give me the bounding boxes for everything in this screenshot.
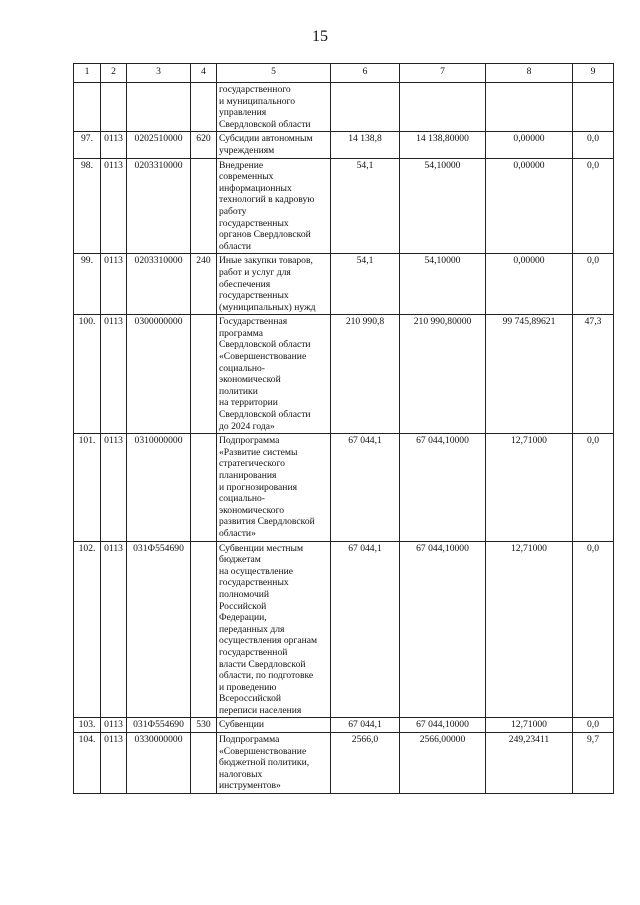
execution-percent-cell: 0,0	[573, 132, 614, 158]
description-line: переданных для	[219, 623, 285, 635]
description-line: программа	[219, 327, 264, 339]
description-line: планирования	[219, 470, 277, 481]
executed-amount-cell: 12,71000	[486, 718, 573, 733]
description-line: обеспечения	[219, 278, 271, 290]
target-article-cell: 0330000000	[127, 733, 191, 794]
budget-amount-cell: 67 044,10000	[400, 541, 486, 718]
table-row	[74, 733, 614, 794]
description-cell	[217, 541, 331, 718]
description-line: развития Свердловской	[219, 516, 315, 528]
budget-amount-cell: 67 044,10000	[400, 434, 486, 541]
target-article-cell: 031Ф554690	[127, 541, 191, 718]
description-line: Федерации,	[219, 612, 267, 624]
description-line: на территории	[219, 397, 278, 409]
column-header: 2	[101, 64, 127, 83]
target-article-cell: 031Ф554690	[127, 718, 191, 733]
row-number-cell: 102.	[74, 541, 101, 718]
description-line: бюджетной политики,	[219, 757, 310, 769]
row-number-cell: 103.	[74, 718, 101, 733]
description-line: на осуществление	[219, 565, 294, 577]
description-line: Российской	[219, 600, 267, 612]
description-line: Свердловской области	[219, 409, 311, 421]
execution-percent-cell	[573, 83, 614, 132]
description-line: «Совершенствование	[219, 351, 307, 363]
target-article-cell	[127, 83, 191, 132]
row-number-cell: 104.	[74, 733, 101, 794]
section-code-cell: 0113	[101, 132, 127, 158]
description-line: Подпрограмма	[219, 435, 280, 447]
approved-amount-cell: 67 044,1	[331, 434, 400, 541]
row-number-cell: 97.	[74, 132, 101, 158]
approved-amount-cell: 54,1	[331, 254, 400, 315]
description-line: стратегического	[219, 458, 285, 470]
budget-amount-cell: 54,10000	[400, 158, 486, 254]
section-code-cell: 0113	[101, 541, 127, 718]
description-cell	[217, 132, 331, 158]
description-line: социально-	[219, 493, 265, 505]
description-line: области»	[219, 527, 256, 539]
description-line: органов Свердловской	[219, 229, 311, 241]
executed-amount-cell	[486, 83, 573, 132]
row-number-cell: 100.	[74, 315, 101, 434]
description-line: власти Свердловской	[219, 658, 306, 670]
description-line: современных	[219, 171, 274, 183]
description-line: экономической	[219, 374, 281, 386]
table-row	[74, 254, 614, 315]
description-line: государственного	[219, 84, 291, 95]
approved-amount-cell: 2566,0	[331, 733, 400, 794]
row-number-cell: 99.	[74, 254, 101, 315]
target-article-cell: 0203310000	[127, 254, 191, 315]
description-line: бюджетам	[219, 554, 261, 566]
target-article-cell: 0300000000	[127, 315, 191, 434]
description-line: государственной	[219, 646, 288, 658]
section-code-cell: 0113	[101, 434, 127, 541]
execution-percent-cell: 0,0	[573, 158, 614, 254]
executed-amount-cell: 249,23411	[486, 733, 573, 794]
description-cell	[217, 718, 331, 733]
expense-type-cell	[191, 158, 217, 254]
description-cell	[217, 434, 331, 541]
target-article-cell: 0203310000	[127, 158, 191, 254]
description-line: и прогнозирования	[219, 481, 297, 493]
description-line: полномочий	[219, 588, 270, 600]
section-code-cell: 0113	[101, 315, 127, 434]
approved-amount-cell: 67 044,1	[331, 541, 400, 718]
description-cell	[217, 158, 331, 254]
description-line: работу	[219, 205, 247, 217]
description-line: управления	[219, 107, 267, 119]
expense-type-cell: 240	[191, 254, 217, 315]
table-row	[74, 315, 614, 434]
column-header: 3	[127, 64, 191, 83]
description-line: экономического	[219, 504, 285, 516]
description-cell	[217, 733, 331, 794]
execution-percent-cell: 9,7	[573, 733, 614, 794]
table-body	[74, 83, 614, 794]
section-code-cell: 0113	[101, 158, 127, 254]
budget-amount-cell: 210 990,80000	[400, 315, 486, 434]
description-cell	[217, 83, 331, 132]
description-line: Иные закупки товаров,	[219, 255, 313, 267]
table-row	[74, 158, 614, 254]
description-line: государственных	[219, 290, 289, 302]
description-cell	[217, 315, 331, 434]
section-code-cell: 0113	[101, 733, 127, 794]
description-line: Свердловской области	[219, 118, 311, 130]
budget-amount-cell: 14 138,80000	[400, 132, 486, 158]
execution-percent-cell: 0,0	[573, 718, 614, 733]
executed-amount-cell: 12,71000	[486, 541, 573, 718]
description-line: области, по подготовке	[219, 670, 314, 682]
expense-type-cell	[191, 733, 217, 794]
expense-type-cell	[191, 83, 217, 132]
description-line: технологий в кадровую	[219, 194, 315, 206]
description-line: Внедрение	[219, 159, 264, 171]
description-line: осуществления органам	[219, 635, 318, 647]
row-number-cell: 101.	[74, 434, 101, 541]
table-row	[74, 718, 614, 733]
row-number-cell: 98.	[74, 158, 101, 254]
description-line: работ и услуг для	[219, 266, 291, 278]
description-line: Субвенции	[219, 719, 264, 731]
description-line: инструментов»	[219, 780, 281, 792]
description-line: и проведению	[219, 681, 277, 693]
column-header: 8	[486, 64, 573, 83]
description-line: «Совершенствование	[219, 745, 307, 757]
description-line: политики	[219, 385, 258, 397]
expense-type-cell: 530	[191, 718, 217, 733]
expense-type-cell	[191, 434, 217, 541]
approved-amount-cell: 210 990,8	[331, 315, 400, 434]
table-row	[74, 83, 614, 132]
description-line: информационных	[219, 182, 292, 194]
budget-amount-cell	[400, 83, 486, 132]
description-line: Всероссийской	[219, 693, 282, 705]
executed-amount-cell: 0,00000	[486, 132, 573, 158]
description-line: социально-	[219, 362, 265, 374]
approved-amount-cell: 54,1	[331, 158, 400, 254]
column-header: 9	[573, 64, 614, 83]
description-line: Подпрограмма	[219, 734, 280, 746]
table-row	[74, 434, 614, 541]
approved-amount-cell	[331, 83, 400, 132]
execution-percent-cell: 0,0	[573, 254, 614, 315]
header-row	[74, 64, 614, 83]
column-header: 4	[191, 64, 217, 83]
description-line: до 2024 года»	[219, 420, 275, 432]
description-line: «Развитие системы	[219, 446, 298, 458]
description-line: Свердловской области	[219, 339, 311, 351]
description-line: Субвенции местным	[219, 542, 304, 554]
page-number: 15	[312, 28, 328, 45]
section-code-cell	[101, 83, 127, 132]
budget-amount-cell: 54,10000	[400, 254, 486, 315]
description-line: учреждениям	[219, 144, 275, 156]
approved-amount-cell: 67 044,1	[331, 718, 400, 733]
description-line: государственных	[219, 217, 289, 229]
description-line: области	[219, 240, 252, 252]
column-header: 1	[74, 64, 101, 83]
budget-table	[73, 63, 614, 794]
execution-percent-cell: 0,0	[573, 541, 614, 718]
description-line: (муниципальных) нужд	[219, 301, 316, 313]
budget-amount-cell: 67 044,10000	[400, 718, 486, 733]
execution-percent-cell: 47,3	[573, 315, 614, 434]
description-line: и муниципального	[219, 95, 296, 107]
target-article-cell: 0202510000	[127, 132, 191, 158]
executed-amount-cell: 99 745,89621	[486, 315, 573, 434]
execution-percent-cell: 0,0	[573, 434, 614, 541]
table-row	[74, 541, 614, 718]
description-line: Государственная	[219, 316, 288, 328]
approved-amount-cell: 14 138,8	[331, 132, 400, 158]
section-code-cell: 0113	[101, 254, 127, 315]
executed-amount-cell: 0,00000	[486, 158, 573, 254]
section-code-cell: 0113	[101, 718, 127, 733]
description-line: переписи населения	[219, 704, 302, 716]
description-line: налоговых	[219, 768, 263, 780]
column-header: 6	[331, 64, 400, 83]
executed-amount-cell: 12,71000	[486, 434, 573, 541]
description-line: Субсидии автономным	[219, 133, 313, 145]
column-header: 7	[400, 64, 486, 83]
column-header: 5	[217, 64, 331, 83]
description-cell	[217, 254, 331, 315]
expense-type-cell: 620	[191, 132, 217, 158]
expense-type-cell	[191, 541, 217, 718]
executed-amount-cell: 0,00000	[486, 254, 573, 315]
description-line: государственных	[219, 577, 289, 589]
target-article-cell: 0310000000	[127, 434, 191, 541]
expense-type-cell	[191, 315, 217, 434]
table-row	[74, 132, 614, 158]
row-number-cell	[74, 83, 101, 132]
budget-amount-cell: 2566,00000	[400, 733, 486, 794]
